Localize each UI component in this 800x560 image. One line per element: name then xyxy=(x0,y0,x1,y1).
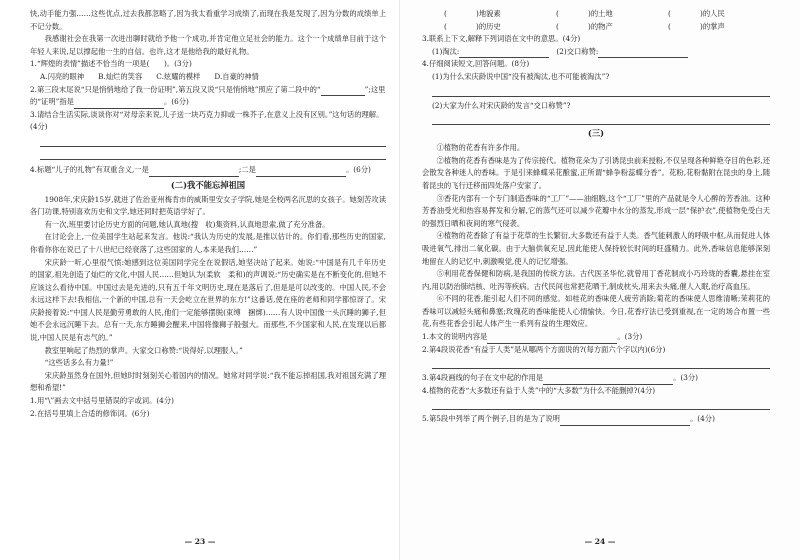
answer-blank[interactable] xyxy=(321,87,365,96)
question-1-options xyxy=(30,71,386,84)
section-3-question-1: 1.本文的说明内容是 。(3分) xyxy=(422,331,770,344)
fill-item[interactable]: ( )的历史 xyxy=(444,21,501,31)
question-2: 2.第三段末尾说“只是悄悄地给了我一份证明”,第五段又说“只是悄悄地”照应了第二段中的“ ”;这里的“证明”指是 。(6分) xyxy=(30,84,386,109)
answer-line[interactable] xyxy=(432,88,770,97)
question-3: 3.请结合生活实际,谈谈你对“对母亲来说,儿子送一块巧克力抑或一株芥子,在意义上没有区别。”这句话的理解。(4分) xyxy=(30,109,384,132)
page-number: — 23 — xyxy=(184,537,216,546)
section-3-question-3: 3.第4段画线的句子在文中起的作用是 。(3分) xyxy=(422,372,770,385)
question-3-items: (1)淘汰: (2)交口称赞: xyxy=(422,46,770,59)
answer-line[interactable] xyxy=(432,360,770,369)
section-3-question-2: 2.第4段说花香“有益于人类”是从哪两个方面说的?(每方面六个字以内)(6分) xyxy=(422,344,666,354)
article-paragraph: 有一次,班里要讨论历史方面的问题,她认真地(搜 收)集资料,认真地思索,做了充分准备。 xyxy=(44,219,330,229)
question-4: 4.仔细阅读短文,回答问题。(8分) xyxy=(422,59,530,69)
fill-item[interactable]: ( )的掌声 xyxy=(668,21,725,31)
answer-blank[interactable] xyxy=(149,168,239,177)
option-a: A.闪亮的眼神 xyxy=(40,71,85,81)
answer-blank[interactable] xyxy=(560,417,690,426)
question-4: 4.标题“儿子的礼物”有双重含义,一是 ;二是 。(6分) xyxy=(30,164,386,177)
article-paragraph: 1908年,宋庆龄15岁,就进了佐治亚州梅肯市的威斯里安女子学院,她是全校两名沉思的女孩子。她刻苦攻读各门功课,特别喜欢历史和文学,她还同时把英语学好了。 xyxy=(30,194,386,217)
section-2-question-1: 1.用“\”画去文中括号里错误的字或词。(4分) xyxy=(30,396,174,406)
fill-item[interactable]: ( )的人民 xyxy=(668,9,725,18)
answer-blank[interactable] xyxy=(256,168,346,177)
article-paragraph: ⑤利用花香保健和防病,是我国的传统方法。古代医圣华佗,就曾用丁香花制成小巧玲珑的香囊,悬挂在室内,用以防治肺结核、吐泻等疾病。古代民间也常把花晒干,制成枕头,用来去头痛,催人入眠,治疗高血压。 xyxy=(422,269,770,291)
section-3-question-5: 5.第5段中列举了两个例子,目的是为了说明 。(4分) xyxy=(422,413,770,426)
section-2-question-2: 2.在括号里填上合适的修饰词。(6分) xyxy=(30,408,150,418)
section-title: (二)我不能忘掉祖国 xyxy=(170,179,246,190)
section-3-question-4: 4.植物的花香“大多数还有益于人类”中的“大多数”为什么不能删掉?(4分) xyxy=(422,385,656,395)
question-4-2: (2)大家为什么对宋庆龄的发言“交口称赞”? xyxy=(432,100,571,110)
article-paragraph: 宋庆龄虽然身在国外,但她时时刻刻关心着国内的情况。她常对同学说:“我不能忘掉祖国,我对祖国充满了理想和希望!” xyxy=(30,370,386,393)
continued-paragraph-1: 快,动手能力强……这些优点,过去我都忽略了,因为我太看重学习成绩了,而现在我是发现了,因为分数的成绩单上不记分数。 xyxy=(30,9,386,31)
fill-item[interactable]: ( )的土地 xyxy=(556,9,613,18)
article-paragraph: 教室里响起了热烈的掌声。大家交口称赞:“说得好,以理服人。” xyxy=(44,345,243,355)
right-page xyxy=(400,0,800,560)
option-d: D.自豪的神情 xyxy=(214,71,259,81)
question-1: 1.“辉煌的表情”描述不恰当的一项是( )。(3分) xyxy=(30,59,192,69)
article-paragraph: “这些话多么有力量!” xyxy=(44,358,114,368)
answer-blank[interactable] xyxy=(487,335,617,344)
answer-blank[interactable] xyxy=(74,100,164,109)
answer-line[interactable] xyxy=(40,151,386,160)
question-3: 3.联系上下文,解释下列词语在文中的意思。(4分) xyxy=(422,34,581,44)
fill-item[interactable]: ( )的物产 xyxy=(556,21,613,31)
answer-line[interactable] xyxy=(432,116,770,125)
article-paragraph: 在讨论会上,一位美国学生站起来发言。他说:“我认为历史的发展,是推以估计的。你们看,那些历史的国家,你看你你在说已了十八世纪已经衰落了,这些国家的人,本来是我们……” xyxy=(30,232,386,254)
continued-paragraph-2: 我感谢社会在我第一次进出聊时就给予他一个成功,并肯定他立足社会的能力。这个一个成绩单目前于这个年轻人来说,足以撑起他一生的自信。也许,这才是他给我的最好礼物。 xyxy=(30,34,386,56)
question-4-1: (1)为什么宋庆龄说中国“没有被淘汰,也不可能被淘汰”? xyxy=(432,71,610,81)
fill-item[interactable]: ( )地貌素 xyxy=(444,9,501,18)
answer-blank[interactable] xyxy=(598,49,688,58)
answer-blank[interactable] xyxy=(459,49,549,58)
article-paragraph: 宋庆龄一听,心里很气愤:她感到这位美国同学完全在说假话,她坚决站了起来。她说:“中国是有几千年历史的国家,祖先创造了灿烂的文化,中国人民……但她认为(柔软 柔和)的声调说:“历史确实是在不断变化的,但她不应该这么看待中国。中国过去是先进的,只有五千年文明历史,现在是落后了,但是是可以改变的。中国人民,不会永远这样下去!我相信,一个新的中国,总有一天会屹立在世界的东方!”这番话,使在座的老师和同学都惊讶了。宋庆龄接着说:“中国人民是勤劳勇敢的人民,他们一定能够摆脱(束缚 捆绑)……有人说中国像一头沉睡的狮子,但她不会永远沉睡下去。总有一天,东方睡狮会醒来,中国将像狮子般强大。而那些,不少国家和人民,在发现以后都说,中国人民是有志气的。” xyxy=(30,257,386,343)
article-paragraph: ④植物的花香除了有益于花草的生长繁衍,大多数还有益于人类。香气能刺激人的呼吸中枢,从而促进人体吸进氧气,排出二氧化碳。由于大脑供氧充足,因此能使人保持较长时间的旺盛精力。此外,香味信息能够深刻地留在人的记忆中,刺激嗅觉,使人的记忆增强。 xyxy=(422,231,770,266)
article-paragraph: ②植物的花香有香味是为了传宗接代。植物花朵为了引诱昆虫前来授粉,不仅呈现各种鲜艳夺目的色彩,还会散发各种迷人的香味。于是引来蜂蝶采花酿蜜,正所谓“蜂争粉蕊蝶分香”。花粉,花粉黏附在昆虫的身上,随着昆虫的飞行迁移而四处落户安家了。 xyxy=(422,155,770,190)
article-paragraph: ③香花内部有一个专门制造香味的“工厂”——油细胞,这个“工厂”里的产品就是令人心醉的芳香油。这种芳香油受光和热容易挥发和分解,它的蒸气还可以减少花瓣中水分的蒸发,形成一层“保护衣”,使植物免受白天的强烈日晒和夜间的寒气侵袭。 xyxy=(422,193,770,228)
option-b: B.灿烂的笑容 xyxy=(98,71,143,81)
answer-blank[interactable] xyxy=(543,376,673,385)
option-c: C.炫耀的模样 xyxy=(156,71,201,81)
answer-line[interactable] xyxy=(432,401,770,410)
section-title: (三) xyxy=(587,128,605,139)
answer-line[interactable] xyxy=(40,138,386,147)
fill-in-grid xyxy=(422,8,770,33)
article-paragraph: ⑥不同的花香,能引起人们不同的感觉。如桂花的香味使人疲劳消除;菊花的香味使人思维清晰;茉莉花的香味可以减轻头痛和鼻塞;玫瑰花的香味能使人心情愉快。今日,花香疗法已受到重视,在一定的场合布置一些花,有些花香会引起人体产生一系列有益的生理效应。 xyxy=(422,294,770,329)
page-number: — 24 — xyxy=(584,537,616,546)
article-paragraph: ①植物的花香有许多作用。 xyxy=(436,143,525,153)
